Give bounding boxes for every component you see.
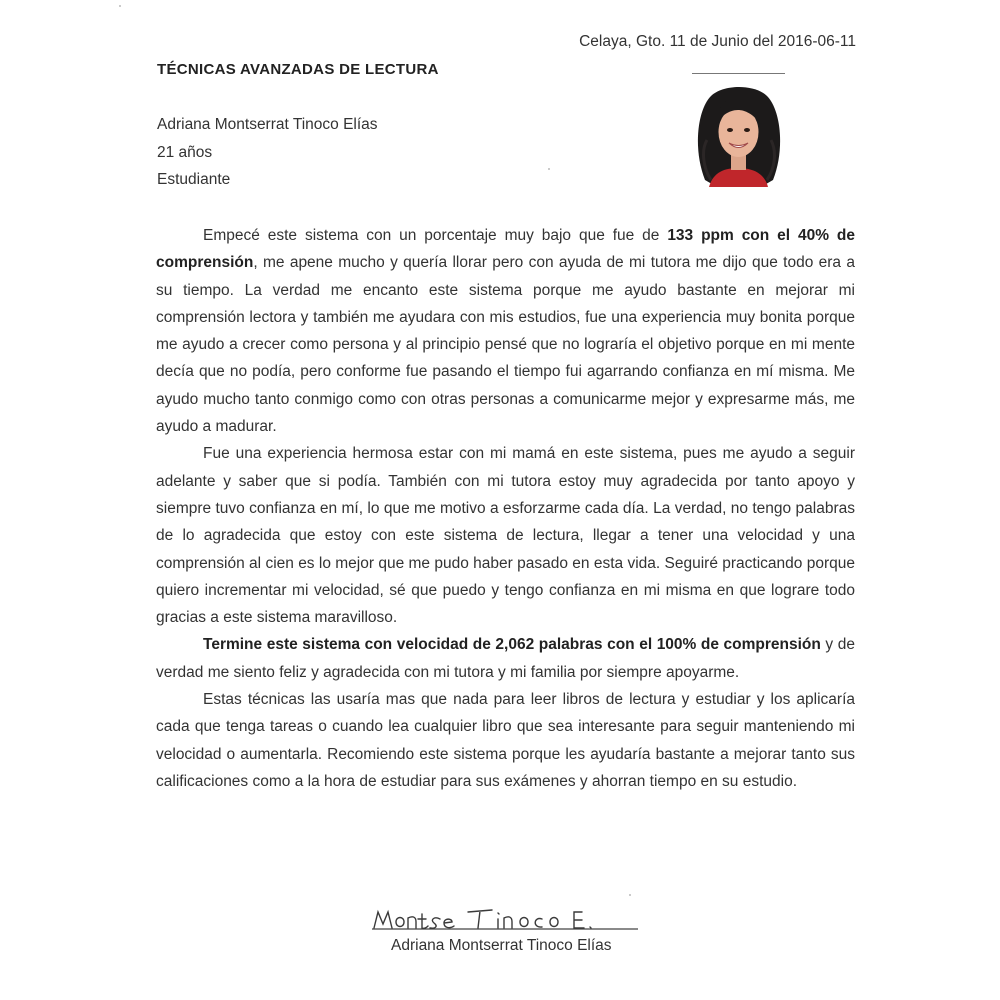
scan-speck <box>119 5 121 7</box>
photo-top-line <box>692 73 785 74</box>
paragraph-3 <box>156 631 855 686</box>
scan-speck <box>548 168 550 170</box>
paragraph-1-text-a: Empecé este sistema con un porcentaje muy bajo que fue de <box>203 227 668 244</box>
author-occupation: Estudiante <box>157 171 231 188</box>
author-age: 21 años <box>157 143 213 161</box>
paragraph-1 <box>156 222 855 440</box>
paragraph-3-text: y de verdad me siento feliz y agradecida con mi tutora y mi familia por siempre apoyarme. <box>156 636 855 681</box>
scan-speck <box>629 894 631 896</box>
paragraph-4-text: Estas técnicas las usaría mas que nada para leer libros de lectura y estudiar y los aplicaría cada que tenga tareas o cuando lea cualquier libro que sea interesante para seguir manteniendo mi velocidad o aumentarla. Recomiendo este sistema porque les ayudaría bastante a mejorar tanto sus calificaciones como a la hora de estudiar para sus exámenes y ahorran tiempo en su estudio. <box>156 691 855 790</box>
letter-body <box>156 222 855 795</box>
author-name: Adriana Montserrat Tinoco Elías <box>157 116 378 133</box>
letter-date: Celaya, Gto. 11 de Junio del 2016-06-11 <box>579 33 856 50</box>
signature-printed-name: Adriana Montserrat Tinoco Elías <box>391 937 612 954</box>
paragraph-2-text: Fue una experiencia hermosa estar con mi mamá en este sistema, pues me ayudo a seguir adelante y saber que si podía. También con mi tutora estoy muy agradecida por tanto apoyo y siempre tuvo confianza en mí, lo que me motivo a esforzarme cada día. La verdad, no tengo palabras de lo agradecida que estoy con este sistema de lectura, llegar a tener una velocidad y una comprensión al cien es lo mejor que me pudo haber pasado en esta vida. Seguiré practicando porque quiero incrementar mi velocidad, sé que puedo y tengo confianza en mi misma en que lograre todo gracias a este sistema maravilloso. <box>156 445 855 627</box>
paragraph-3-bold: Termine este sistema con velocidad de 2,062 palabras con el 100% de comprensión <box>203 636 821 654</box>
paragraph-4 <box>156 686 855 795</box>
paragraph-1-bold: 133 ppm con el 40% de comprensión <box>156 227 855 272</box>
author-info <box>157 114 378 197</box>
paragraph-2 <box>156 440 855 631</box>
paragraph-1-text-b: , me apene mucho y quería llorar pero con ayuda de mi tutora me dijo que todo era a su tiempo. La verdad me encanto este sistema porque me ayudo bastante en mejorar mi comprensión lectora y también me ayudara con mis estudios, fue una experiencia muy bonita porque me ayudo a crecer como persona y al principio pensé que no lograría el objetivo porque en mi mente decía que no podía, pero conforme fue pasando el tiempo fui agarrando confianza en mí misma. Me ayudo mucho tanto conmigo como con otras personas a comunicarme mejor y expresarme más, me ayudo a madurar. <box>156 254 855 436</box>
letter-title: TÉCNICAS AVANZADAS DE LECTURA <box>157 61 439 78</box>
handwritten-signature <box>368 898 640 936</box>
author-portrait-photo <box>691 80 786 187</box>
